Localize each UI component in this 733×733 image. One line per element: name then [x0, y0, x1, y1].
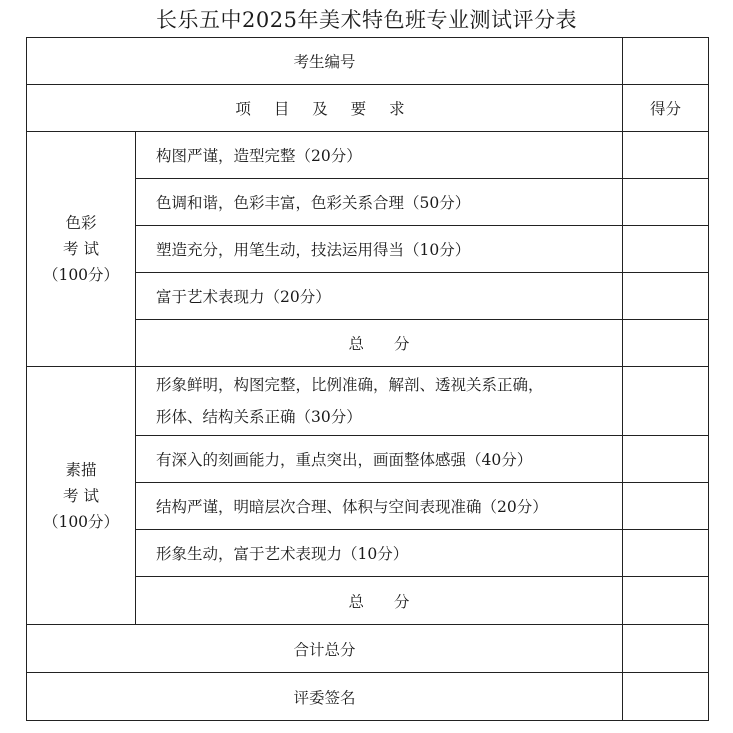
color-subtotal-right: 分 [394, 335, 410, 353]
exam-number-field[interactable] [623, 38, 709, 85]
grand-total-label: 合计总分 [27, 625, 623, 673]
grand-total-score[interactable] [623, 625, 709, 673]
color-criterion-2: 色调和谐，色彩丰富，色彩关系合理（50分） [136, 179, 623, 226]
grand-total-row [27, 625, 709, 673]
sketch-criterion-1-line2: 形体、结构关系正确（30分） [156, 408, 362, 426]
score-column-header: 得分 [623, 85, 709, 132]
table-row [27, 367, 709, 436]
color-subtotal-label [136, 320, 623, 367]
sketch-subtotal-score[interactable] [623, 577, 709, 625]
sketch-score-3[interactable] [623, 483, 709, 530]
sketch-subtotal-label [136, 577, 623, 625]
table-row [27, 132, 709, 179]
color-subtotal-left: 总 [348, 335, 364, 353]
header-row [27, 85, 709, 132]
color-criterion-4: 富于艺术表现力（20分） [136, 273, 623, 320]
color-exam-category [27, 132, 136, 367]
color-criterion-3: 塑造充分，用笔生动，技法运用得当（10分） [136, 226, 623, 273]
sketch-criterion-4: 形象生动，富于艺术表现力（10分） [136, 530, 623, 577]
sketch-subtotal-left: 总 [348, 592, 364, 611]
judge-signature-field[interactable] [623, 673, 709, 721]
color-exam-points: （100分） [42, 266, 120, 284]
sketch-score-4[interactable] [623, 530, 709, 577]
color-criterion-1: 构图严谨，造型完整（20分） [136, 132, 623, 179]
exam-number-row [27, 38, 709, 85]
sketch-exam-category [27, 367, 136, 625]
score-sheet-table [26, 37, 709, 721]
sketch-criterion-1 [136, 367, 623, 436]
sketch-criterion-2: 有深入的刻画能力，重点突出，画面整体感强（40分） [136, 436, 623, 483]
judge-signature-label: 评委签名 [27, 673, 623, 721]
color-score-3[interactable] [623, 226, 709, 273]
exam-number-label: 考生编号 [27, 38, 623, 85]
sketch-exam-title: 素描 [65, 460, 97, 479]
sketch-subtotal-right: 分 [394, 592, 410, 611]
sketch-exam-points: （100分） [42, 512, 120, 531]
color-score-4[interactable] [623, 273, 709, 320]
sketch-score-1[interactable] [623, 367, 709, 436]
color-exam-title: 色彩 [65, 214, 97, 232]
sketch-criterion-1-line1: 形象鲜明，构图完整，比例准确，解剖、透视关系正确， [156, 376, 544, 394]
color-score-2[interactable] [623, 179, 709, 226]
sketch-exam-subtitle: 考 试 [63, 486, 99, 505]
color-score-1[interactable] [623, 132, 709, 179]
page-title: 长乐五中2025年美术特色班专业测试评分表 [156, 8, 577, 32]
sketch-score-2[interactable] [623, 436, 709, 483]
sketch-criterion-3: 结构严谨，明暗层次合理、体积与空间表现准确（20分） [136, 483, 623, 530]
items-requirements-header: 项 目 及 要 求 [27, 85, 623, 132]
judge-signature-row [27, 673, 709, 721]
color-exam-subtitle: 考 试 [63, 240, 99, 258]
color-subtotal-score[interactable] [623, 320, 709, 367]
